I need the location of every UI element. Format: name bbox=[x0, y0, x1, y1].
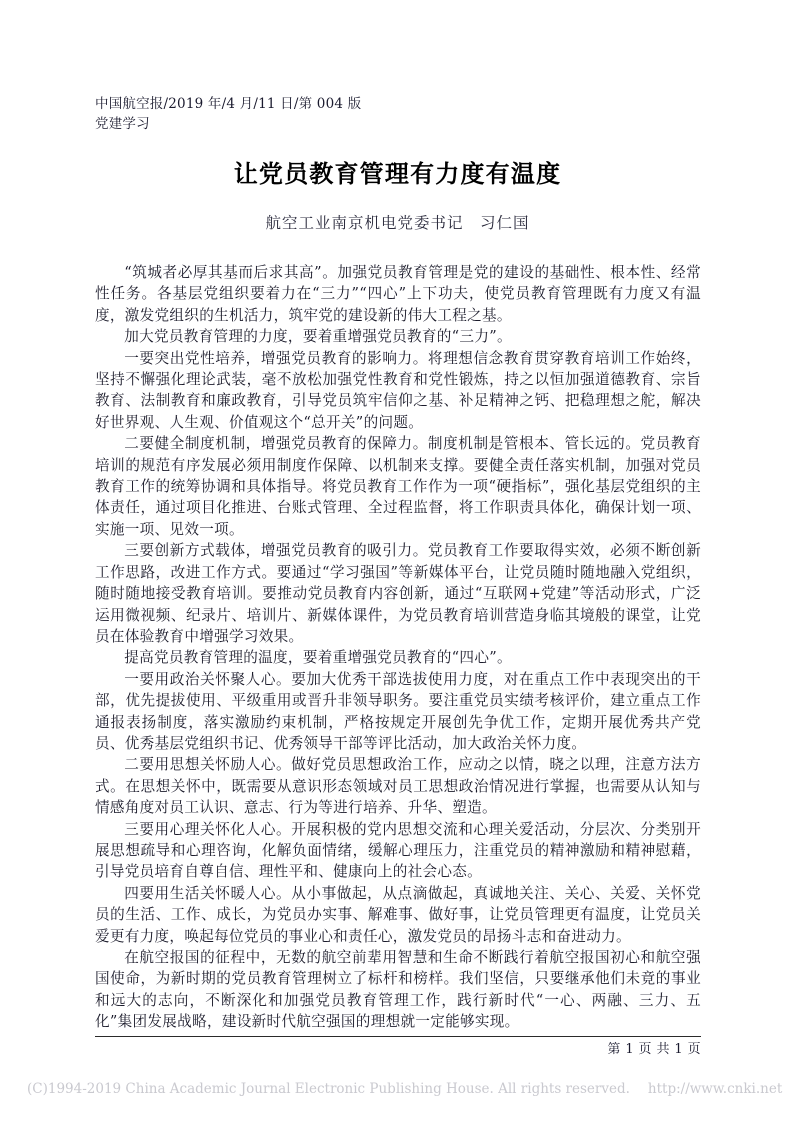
page-title: 让党员教育管理有力度有温度 bbox=[233, 160, 562, 188]
masthead-source-line: 中国航空报/2019 年/4 月/11 日/第 004 版 bbox=[95, 96, 362, 112]
copyright-notice bbox=[27, 1080, 783, 1098]
paragraph: 四要用生活关怀暖人心。从小事做起，从点滴做起，真诚地关注、关心、关爱、关怀党员的生活、工作、成长，为党员办实事、解难事、做好事，让党员管理更有温度，让党员关爱更有力度，唤起每位党员的事业心和责任心，激发党员的昂扬斗志和奋进动力。 bbox=[95, 884, 701, 945]
paragraph: 在航空报国的征程中，无数的航空前辈用智慧和生命不断践行着航空报国初心和航空强国使命，为新时期的党员教育管理树立了标杆和榜样。我们坚信，只要继承他们未竟的事业和远大的志向，不断深化和加强党员教育管理工作，践行新时代“一心、两融、三力、五化”集团发展战略，建设新时代航空强国的理想就一定能够实现。 bbox=[95, 949, 701, 1031]
page-number: 第 1 页 共 1 页 bbox=[607, 1042, 701, 1057]
masthead bbox=[95, 94, 705, 134]
paragraph: 三要创新方式载体，增强党员教育的吸引力。党员教育工作要取得实效，必须不断创新工作思路，改进工作方式。要通过“学习强国”等新媒体平台，让党员随时随地融入党组织，随时随地接受教育培训。要推动党员教育内容创新，通过“互联网+党建”等活动形式，广泛运用微视频、纪录片、培训片、新媒体课件，为党员教育培训营造身临其境般的课堂，让党员在体验教育中增强学习效果。 bbox=[95, 542, 701, 645]
paragraph: 加大党员教育管理的力度，要着重增强党员教育的“三力”。 bbox=[124, 328, 512, 346]
paragraph: 提高党员教育管理的温度，要着重增强党员教育的“四心”。 bbox=[124, 649, 512, 667]
paragraph: 二要用思想关怀励人心。做好党员思想政治工作，应动之以情，晓之以理，注意方法方式。在思想关怀中，既需要从意识形态领域对员工思想政治情况进行掌握，也需要从认知与情感角度对员工认识、意志、行为等进行培养、升华、塑造。 bbox=[95, 756, 701, 817]
cnki-url: http://www.cnki.net bbox=[647, 1081, 783, 1097]
paragraph: 三要用心理关怀化人心。开展积极的党内思想交流和心理关爱活动，分层次、分类别开展思想疏导和心理咨询，化解负面情绪，缓解心理压力，注重党员的精神激励和精神慰藉，引导党员培育自尊自信、理性平和、健康向上的社会心态。 bbox=[95, 820, 701, 881]
paragraph: 二要健全制度机制，增强党员教育的保障力。制度机制是管根本、管长远的。党员教育培训的规范有序发展必须用制度作保障、以机制来支撑。要健全责任落实机制，加强对党员教育工作的统筹协调和具体指导。将党员教育工作作为一项“硬指标”，强化基层党组织的主体责任，通过项目化推进、台账式管理、全过程监督，将工作职责具体化，确保计划一项、实施一项、见效一项。 bbox=[95, 435, 701, 538]
paragraph: 一要突出党性培养，增强党员教育的影响力。将理想信念教育贯穿教育培训工作始终，坚持不懈强化理论武装，毫不放松加强党性教育和党性锻炼，持之以恒加强道德教育、宗旨教育、法制教育和廉政教育，引导党员筑牢信仰之基、补足精神之钙、把稳理想之舵，解决好世界观、人生观、价值观这个“总开关”的问题。 bbox=[95, 349, 701, 431]
masthead-section-line: 党建学习 bbox=[95, 116, 150, 132]
author-byline: 航空工业南京机电党委书记 习仁国 bbox=[265, 214, 530, 232]
paragraph: 一要用政治关怀聚人心。要加大优秀干部选拔使用力度，对在重点工作中表现突出的干部，优先提拔使用、平级重用或晋升非领导职务。要注重党员实绩考核评价，建立重点工作通报表扬制度，落实激励约束机制，严格按规定开展创先争优工作，定期开展优秀共产党员、优秀基层党组织书记、优秀领导干部等评比活动，加大政治关怀力度。 bbox=[95, 670, 701, 752]
article-body bbox=[95, 262, 701, 1033]
copyright-text: (C)1994-2019 China Academic Journal Electronic Publishing House. All rights reserved. bbox=[27, 1081, 630, 1097]
footer-divider bbox=[95, 1036, 701, 1037]
paragraph: “筑城者必厚其基而后求其高”。加强党员教育管理是党的建设的基础性、根本性、经常性任务。各基层党组织要着力在“三力”“四心”上下功夫，使党员教育管理既有力度又有温度，激发党组织的生机活力，筑牢党的建设新的伟大工程之基。 bbox=[95, 264, 701, 324]
